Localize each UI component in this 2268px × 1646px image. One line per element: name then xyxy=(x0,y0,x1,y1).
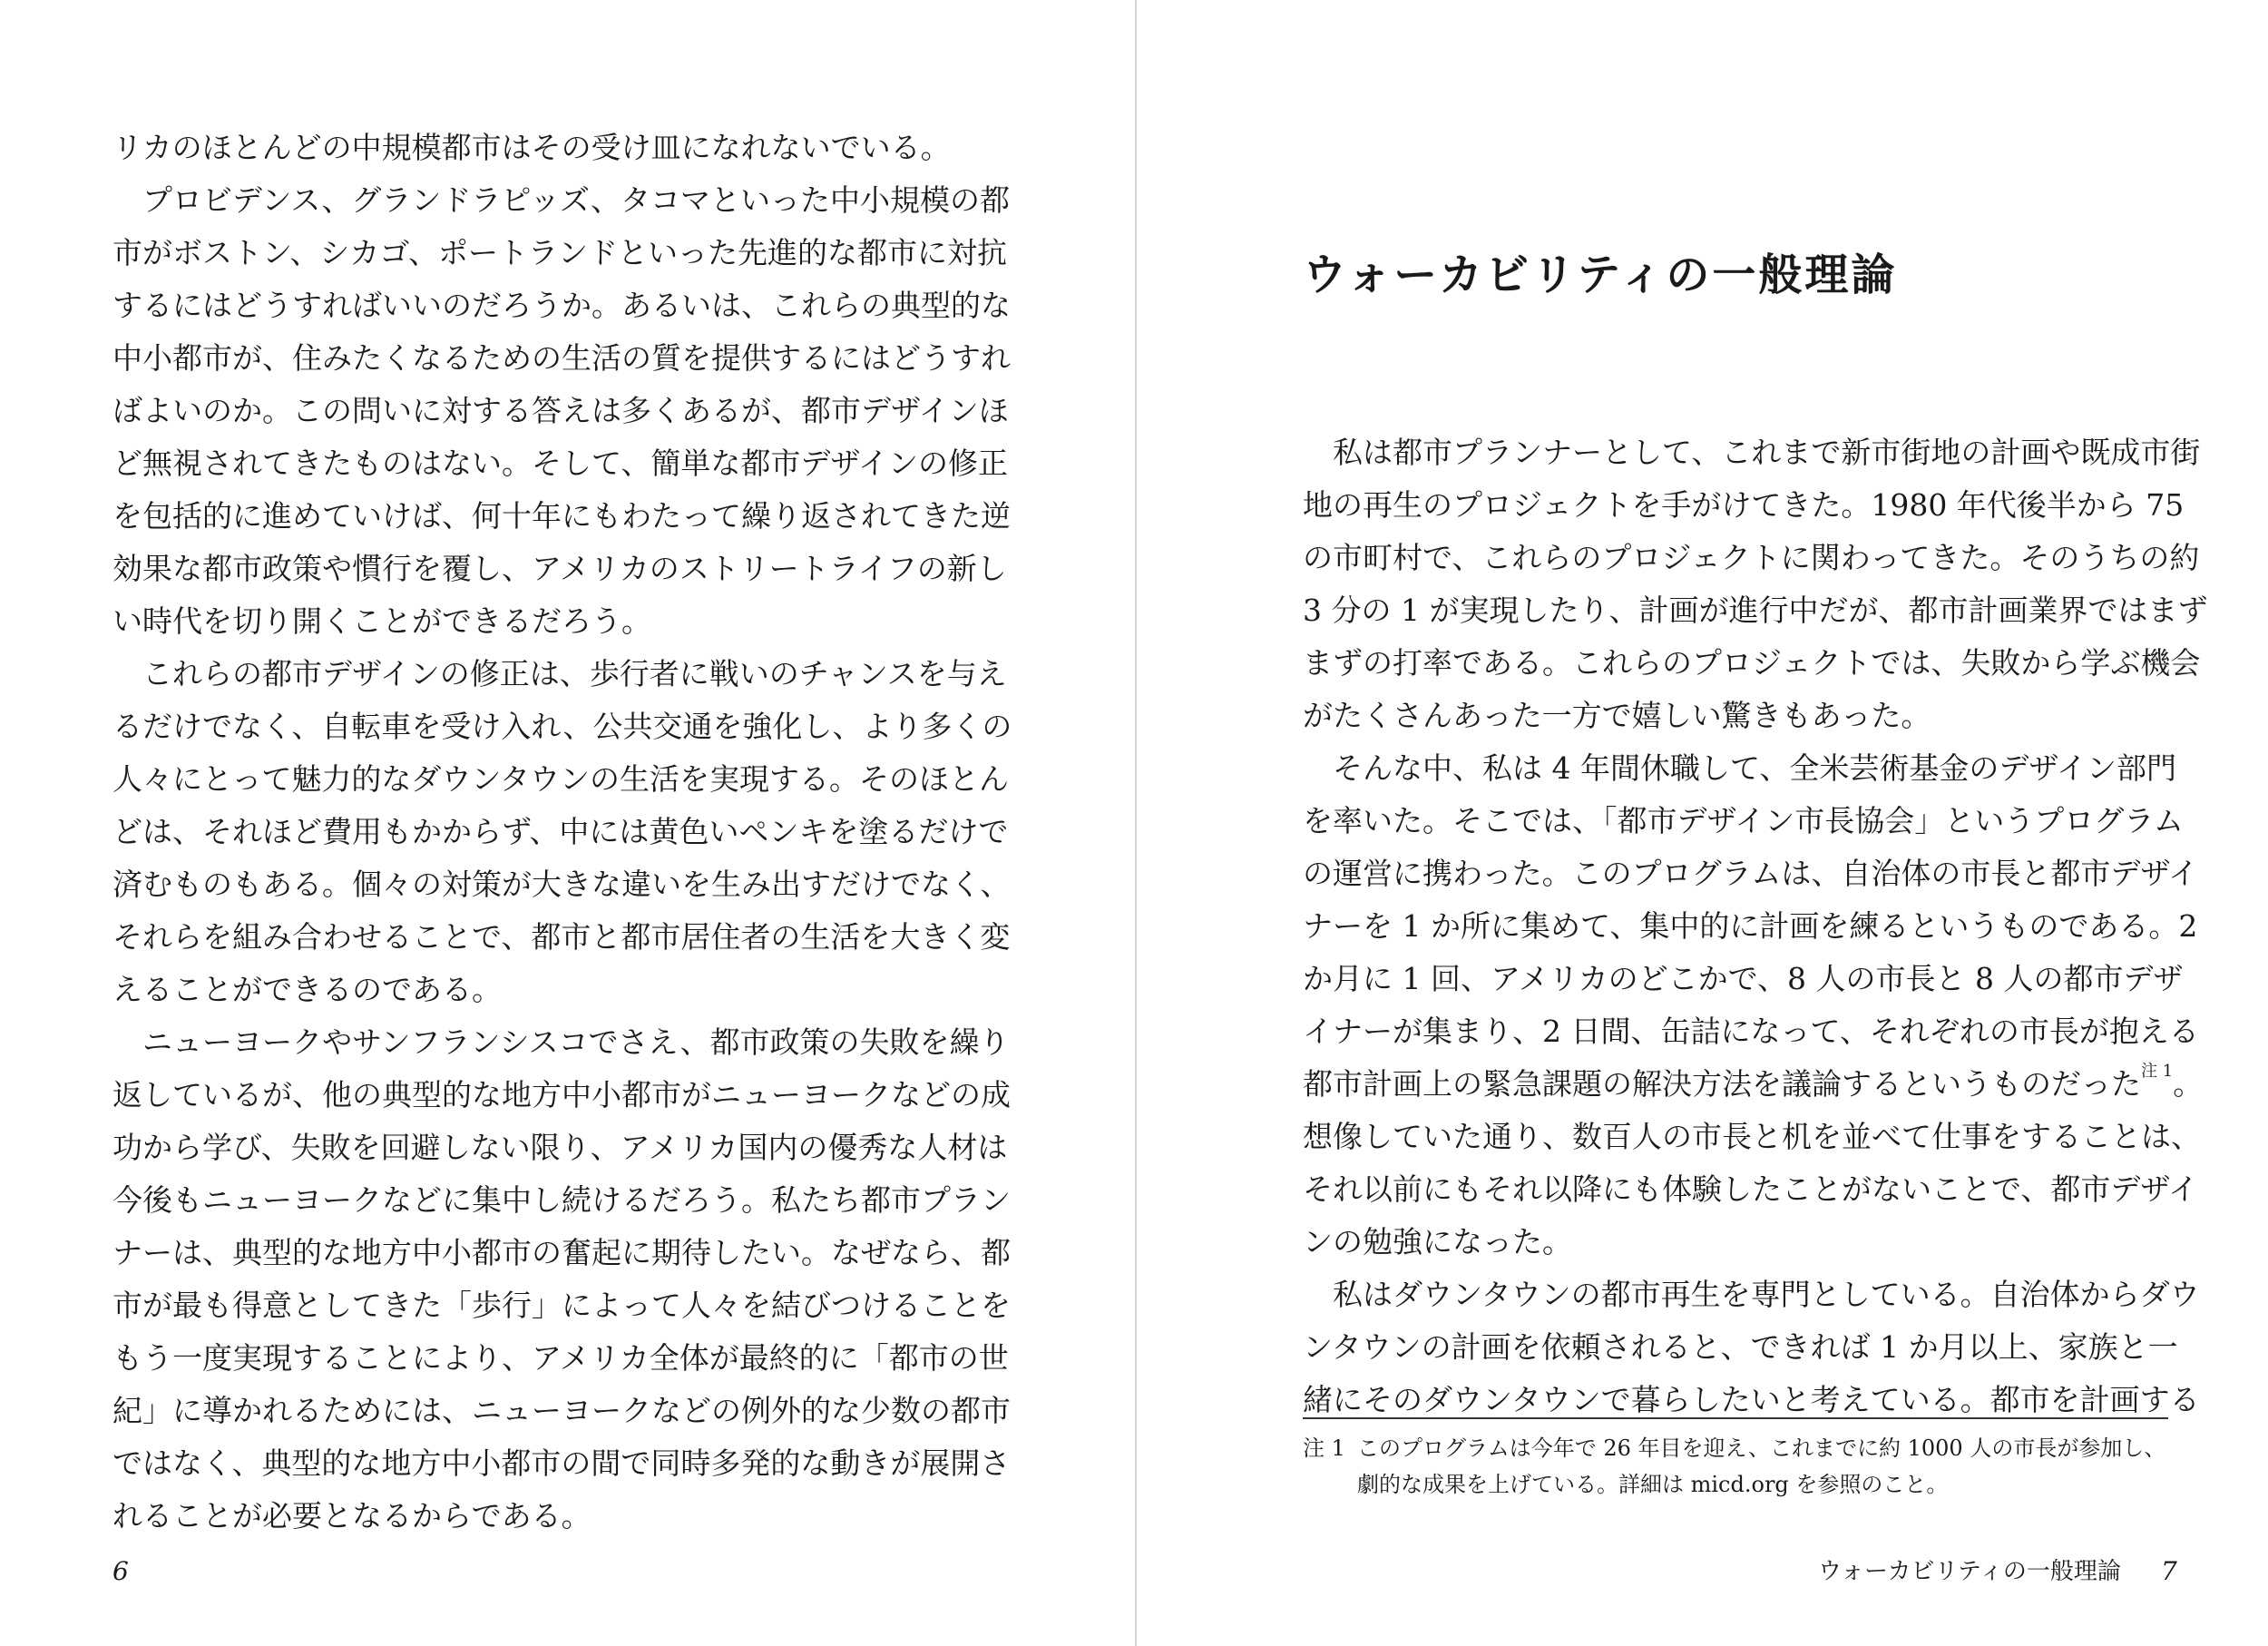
body-line: もう一度実現することにより、アメリカ全体が最終的に「都市の世 xyxy=(112,1340,1009,1376)
footnote-text-1: このプログラムは今年で 26 年目を迎え、これまでに約 1000 人の市長が参加し、 xyxy=(1357,1435,2166,1461)
body-line: 人々にとって魅力的なダウンタウンの生活を実現する。そのほとん xyxy=(112,761,1010,797)
body-line: ナーを 1 か所に集めて、集中的に計画を練るというものである。2 xyxy=(1303,908,2198,944)
body-line: 3 分の 1 が実現したり、計画が進行中だが、都市計画業界ではまず xyxy=(1303,593,2208,628)
right-page-number: 7 xyxy=(2161,1556,2177,1586)
body-line: るだけでなく、自転車を受け入れ、公共交通を強化し、より多くの xyxy=(112,709,1012,744)
body-line: 中小都市が、住みたくなるための生活の質を提供するにはどうすれ xyxy=(112,340,1011,376)
body-line: 紀」に導かれるためには、ニューヨークなどの例外的な少数の都市 xyxy=(112,1393,1011,1428)
footnote-rule xyxy=(1303,1417,2168,1419)
body-line: れることが必要となるからである。 xyxy=(112,1498,591,1533)
body-line: を率いた。そこでは、「都市デザイン市長協会」というプログラム xyxy=(1303,803,2184,838)
body-line: の運営に携わった。このプログラムは、自治体の市長と都市デザイ xyxy=(1303,856,2199,891)
body-line: ニューヨークやサンフランシスコでさえ、都市政策の失敗を繰り xyxy=(112,1024,1010,1060)
right-page-body xyxy=(1303,426,2208,1426)
footnote-label: 注 1 xyxy=(1303,1435,1345,1461)
body-line: ンタウンの計画を依頼されると、できれば 1 か月以上、家族と一 xyxy=(1303,1329,2178,1365)
body-line: ばよいのか。この問いに対する答えは多くあるが、都市デザインほ xyxy=(112,393,1009,428)
body-line: ナーは、典型的な地方中小都市の奮起に期待したい。なぜなら、都 xyxy=(112,1235,1011,1270)
footnote xyxy=(1303,1430,2168,1503)
body-line: そんな中、私は 4 年間休職して、全米芸術基金のデザイン部門 xyxy=(1303,750,2177,786)
body-line: 済むものもある。個々の対策が大きな違いを生み出すだけでなく、 xyxy=(112,867,1011,902)
body-line: 返しているが、他の典型的な地方中小都市がニューヨークなどの成 xyxy=(112,1077,1011,1112)
footnote-text-2: 劇的な成果を上げている。詳細は micd.org を参照のこと。 xyxy=(1357,1472,1949,1497)
body-line: 功から学び、失敗を回避しない限り、アメリカ国内の優秀な人材は xyxy=(112,1130,1008,1165)
note-line-end: 。 xyxy=(2173,1066,2204,1102)
note-reference-marker[interactable]: 注 1 xyxy=(2141,1062,2174,1081)
body-line: するにはどうすればいいのだろうか。あるいは、これらの典型的な xyxy=(112,288,1011,323)
body-line: がたくさんあった一方で嬉しい驚きもあった。 xyxy=(1303,698,1931,733)
body-line: それ以前にもそれ以降にも体験したことがないことで、都市デザイ xyxy=(1303,1171,2199,1207)
footnote-line-1 xyxy=(1303,1430,2168,1466)
body-line: それらを組み合わせることで、都市と都市居住者の生活を大きく変 xyxy=(112,919,1011,955)
body-line: を包括的に進めていけば、何十年にもわたって繰り返されてきた逆 xyxy=(112,498,1011,534)
body-line: これらの都市デザインの修正は、歩行者に戦いのチャンスを与え xyxy=(112,656,1007,691)
body-line: イナーが集まり、2 日間、缶詰になって、それぞれの市長が抱える xyxy=(1303,1014,2199,1049)
body-line: 今後もニューヨークなどに集中し続けるだろう。私たち都市プラン xyxy=(112,1182,1011,1218)
note-line-text: 都市計画上の緊急課題の解決方法を議論するというものだった xyxy=(1303,1066,2141,1102)
body-line: の市町村で、これらのプロジェクトに関わってきた。そのうちの約 xyxy=(1303,540,2200,575)
body-line: ではなく、典型的な地方中小都市の間で同時多発的な動きが展開さ xyxy=(112,1445,1011,1481)
body-line: プロビデンス、グランドラピッズ、タコマといった中小規模の都 xyxy=(112,182,1011,218)
body-line: 私は都市プランナーとして、これまで新市街地の計画や既成市街 xyxy=(1303,435,2201,470)
body-line: ンの勉強になった。 xyxy=(1303,1224,1572,1259)
body-line: 市がボストン、シカゴ、ポートランドといった先進的な都市に対抗 xyxy=(112,235,1008,270)
body-line: 地の再生のプロジェクトを手がけてきた。1980 年代後半から 75 xyxy=(1303,487,2185,523)
chapter-heading: ウォーカビリティの一般理論 xyxy=(1303,250,1898,300)
body-line: か月に 1 回、アメリカのどこかで、8 人の市長と 8 人の都市デザ xyxy=(1303,961,2184,996)
body-line: まずの打率である。これらのプロジェクトでは、失敗から学ぶ機会 xyxy=(1303,645,2201,681)
body-line: どは、それほど費用もかからず、中には黄色いペンキを塗るだけで xyxy=(112,814,1009,849)
body-line: い時代を切り開くことができるだろう。 xyxy=(112,603,651,639)
left-page-body xyxy=(112,122,1012,1543)
body-line: 市が最も得意としてきた「歩行」によって人々を結びつけることを xyxy=(112,1288,1011,1323)
body-line: 緒にそのダウンタウンで暮らしたいと考えている。都市を計画する xyxy=(1303,1382,2200,1417)
body-line: リカのほとんどの中規模都市はその受け皿になれないでいる。 xyxy=(112,130,951,165)
right-page xyxy=(1136,0,2268,1646)
footnote-line-2 xyxy=(1303,1466,2168,1503)
left-page-number: 6 xyxy=(112,1556,129,1586)
body-line: 私はダウンタウンの都市再生を専門としている。自治体からダウ xyxy=(1303,1277,2200,1312)
body-line: 効果な都市政策や慣行を覆し、アメリカのストリートライフの新し xyxy=(112,551,1007,586)
body-line: ど無視されてきたものはない。そして、簡単な都市デザインの修正 xyxy=(112,446,1009,481)
running-head: ウォーカビリティの一般理論 xyxy=(1818,1558,2121,1585)
body-line: えることができるのである。 xyxy=(112,972,502,1007)
body-line-with-note-ref xyxy=(1303,1058,2204,1111)
body-line: 想像していた通り、数百人の市長と机を並べて仕事をすることは、 xyxy=(1303,1119,2201,1154)
